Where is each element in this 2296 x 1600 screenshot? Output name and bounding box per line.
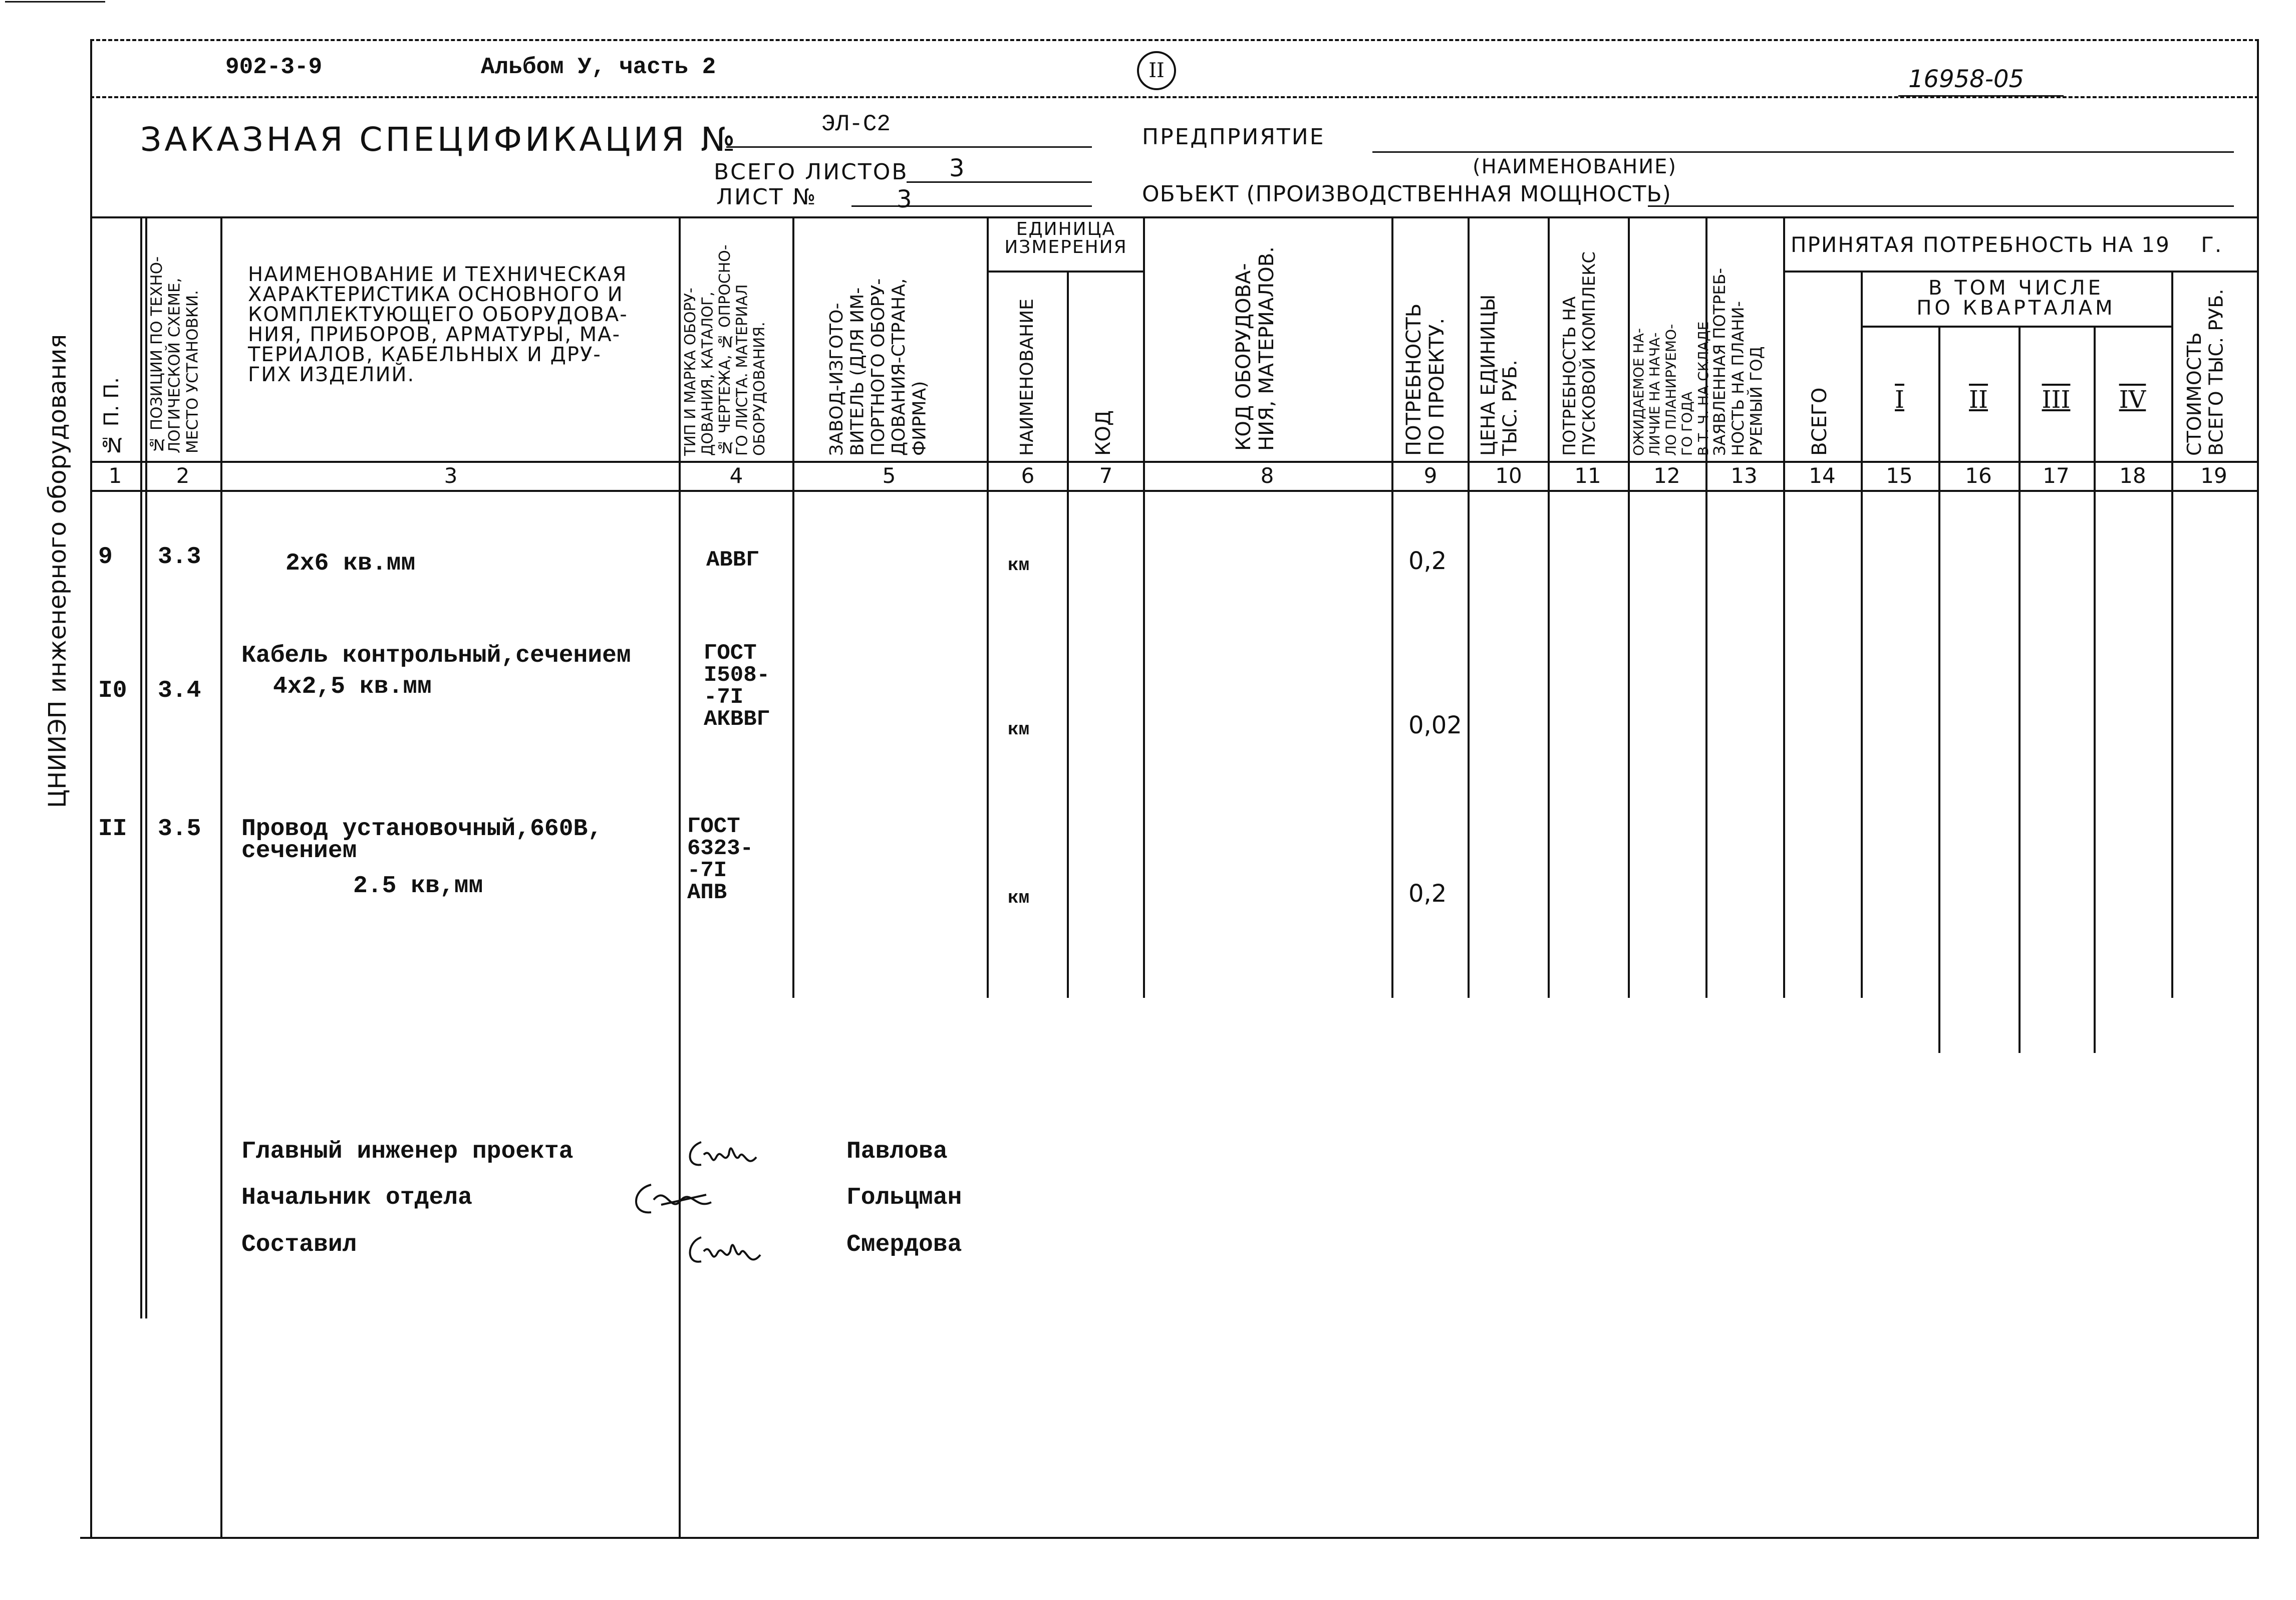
row-number: 9: [98, 544, 113, 571]
col-sep-13: [1783, 216, 1785, 998]
top-border: [90, 39, 2259, 41]
col12-header: ОЖИДАЕМОЕ НА- ЛИЧИЕ НА НАЧА- ЛО ПЛАНИРУЕМО- ГО ГОДА В Т. Ч. НА СКЛАДЕ: [1630, 321, 1711, 456]
sheet-no-underline: [851, 205, 1092, 207]
spec-title: ЗАКАЗНАЯ СПЕЦИФИКАЦИЯ №: [140, 120, 738, 159]
object-underline: [1648, 205, 2234, 207]
col-sep-18: [2171, 271, 2173, 998]
row-unit: км: [1008, 719, 1030, 740]
col15-header: I: [1895, 386, 1904, 414]
colnum-18: 18: [2119, 463, 2146, 488]
enterprise-underline: [1372, 151, 2234, 153]
col7-header: КОД: [1092, 410, 1115, 456]
signature-role: Главный инженер проекта: [241, 1138, 573, 1165]
signature-name: Павлова: [846, 1138, 948, 1165]
handwritten-signature-1: [681, 1127, 781, 1177]
col-sep-16: [2019, 326, 2021, 1053]
col18-header: IV: [2119, 386, 2146, 414]
row-name-line-2: 4х2,5 кв.мм: [273, 673, 432, 700]
row-position: 3.5: [158, 816, 201, 843]
col9-header: ПОТРЕБНОСТЬ ПО ПРОЕКТУ.: [1402, 303, 1449, 456]
signature-name: Гольцман: [846, 1184, 962, 1211]
unit-group-line: [987, 271, 1143, 273]
col-sep-7: [1143, 216, 1145, 998]
handwritten-signature-2: [626, 1175, 741, 1230]
col-sep-5: [987, 216, 989, 998]
row-type: ГОСТ 6323- -7I АПВ: [687, 814, 754, 905]
col-sep-14: [1861, 271, 1863, 998]
col-sep-17: [2094, 326, 2096, 1053]
side-label-text: ЦНИИЭП инженерного оборудования: [44, 334, 72, 809]
col11-header: ПОТРЕБНОСТЬ НА ПУСКОВОЙ КОМПЛЕКС: [1560, 251, 1600, 456]
row-need: 0,02: [1408, 711, 1462, 739]
col2-header: № ПОЗИЦИИ ПО ТЕХНО- ЛОГИЧЕСКОЙ СХЕМЕ, МЕСТО УСТАНОВКИ.: [148, 256, 202, 453]
row-unit: км: [1008, 888, 1030, 908]
colnum-16: 16: [1965, 463, 1992, 488]
colnum-11: 11: [1574, 463, 1601, 488]
left-edge-mark: [90, 1353, 92, 1403]
col-sep-10: [1548, 216, 1550, 998]
colnum-17: 17: [2043, 463, 2070, 488]
accepted-group-header: ПРИНЯТАЯ ПОТРЕБНОСТЬ НА 19 Г.: [1791, 232, 2223, 257]
col1-header: № П. П.: [100, 377, 123, 456]
side-label: [20, 70, 95, 1072]
col14-header: ВСЕГО: [1808, 387, 1831, 456]
col-sep-11: [1628, 216, 1630, 998]
col-sep-1b: [145, 216, 147, 1318]
enterprise-label: ПРЕДПРИЯТИЕ: [1142, 124, 1325, 150]
col-sep-4: [792, 216, 794, 998]
col-sep-1: [140, 216, 142, 1318]
unit-group-header: ЕДИНИЦА ИЗМЕРЕНИЯ: [1004, 219, 1127, 257]
col13-header: ЗАЯВЛЕННАЯ ПОТРЕБ- НОСТЬ НА ПЛАНИ- РУЕМЫЙ ГОД: [1710, 268, 1766, 456]
col-sep-8: [1391, 216, 1393, 998]
row-position: 3.4: [158, 677, 201, 704]
sheet-no-value: 3: [897, 185, 912, 213]
colnum-13: 13: [1731, 463, 1758, 488]
col17-header: III: [2042, 386, 2071, 414]
col4-header: ТИП И МАРКА ОБОРУ- ДОВАНИЯ, КАТАЛОГ, № ЧЕРТЕЖА, № ОПРОСНО- ГО ЛИСТА. МАТЕРИАЛ ОБОРУДОВАНИЯ.: [682, 244, 768, 456]
spec-number-underline: [726, 146, 1092, 148]
signature-role: Составил: [241, 1231, 357, 1258]
row-number: I0: [98, 677, 127, 704]
row-name-line-1: Провод установочный,660В,: [241, 816, 603, 843]
quarters-group-line: [1861, 326, 2171, 328]
col6-header: НАИМЕНОВАНИЕ: [1017, 299, 1037, 456]
doc-number: 16958-05: [1908, 65, 2025, 93]
quarters-group-header: В ТОМ ЧИСЛЕ ПО КВАРТАЛАМ: [1916, 277, 2116, 320]
row-number: II: [98, 816, 127, 843]
col-sep-3: [679, 216, 681, 1537]
col-sep-6: [1067, 271, 1069, 998]
sheet-badge-text: II: [1149, 59, 1165, 82]
right-border: [2257, 40, 2259, 1538]
col-sep-2: [220, 216, 222, 1537]
colnum-7: 7: [1099, 463, 1113, 488]
doc-code: 902-3-9: [225, 54, 323, 80]
colnum-15: 15: [1886, 463, 1913, 488]
signature-role: Начальник отдела: [241, 1184, 472, 1211]
colnum-1: 1: [108, 463, 122, 488]
colnum-3: 3: [444, 463, 458, 488]
row-unit: км: [1008, 555, 1030, 576]
table-top: [90, 216, 2259, 218]
total-sheets-underline: [907, 181, 1092, 183]
table-bottom: [80, 1537, 2259, 1539]
sheet-badge: [1137, 51, 1176, 90]
row-need: 0,2: [1408, 880, 1447, 908]
row-name: 2х6 кв.мм: [285, 550, 416, 577]
sheet-no-label: ЛИСТ №: [716, 184, 817, 210]
col3-header: НАИМЕНОВАНИЕ И ТЕХНИЧЕСКАЯ ХАРАКТЕРИСТИКА ОСНОВНОГО И КОМПЛЕКТУЮЩЕГО ОБОРУДОВА- НИЯ, ПРИБОРОВ, АРМАТУРЫ, МА- ТЕРИАЛОВ, КАБЕЛЬНЫХ И ДРУ- ГИХ ИЗДЕЛИЙ.: [248, 263, 628, 386]
colnum-6: 6: [1021, 463, 1035, 488]
left-border: [90, 40, 92, 1538]
col10-header: ЦЕНА ЕДИНИЦЫ ТЫС. РУБ.: [1477, 294, 1521, 456]
row-name-line-1: Кабель контрольный,сечением: [241, 642, 631, 669]
col19-header: СТОИМОСТЬ ВСЕГО ТЫС. РУБ.: [2183, 289, 2227, 456]
spec-number: ЭЛ-С2: [821, 111, 891, 137]
number-row-bottom: [90, 490, 2259, 492]
col5-header: ЗАВОД-ИЗГОТО- ВИТЕЛЬ (ДЛЯ ИМ- ПОРТНОГО ОБОРУ- ДОВАНИЯ-СТРАНА, ФИРМА): [826, 278, 930, 456]
total-sheets-value: 3: [949, 154, 965, 182]
row-type: ГОСТ I508- -7I АКВВГ: [704, 641, 770, 732]
accepted-group-line: [1783, 271, 2257, 273]
doc-number-underline: [1898, 95, 2064, 97]
name-caption: (НАИМЕНОВАНИЕ): [1473, 155, 1677, 178]
colnum-8: 8: [1260, 463, 1274, 488]
row-name-line-2: сечением: [241, 838, 357, 865]
total-sheets-label: ВСЕГО ЛИСТОВ: [714, 159, 909, 185]
row-need: 0,2: [1408, 547, 1447, 575]
colnum-4: 4: [729, 463, 743, 488]
album-label: Альбом У, часть 2: [481, 54, 716, 80]
colnum-10: 10: [1495, 463, 1522, 488]
colnum-14: 14: [1809, 463, 1836, 488]
corner-mark: [5, 1, 105, 3]
header-bottom: [90, 461, 2259, 463]
signature-name: Смердова: [846, 1231, 962, 1258]
colnum-2: 2: [176, 463, 190, 488]
colnum-19: 19: [2200, 463, 2227, 488]
colnum-12: 12: [1653, 463, 1680, 488]
colnum-9: 9: [1423, 463, 1438, 488]
row-name-line-3: 2.5 кв,мм: [353, 873, 483, 900]
colnum-5: 5: [882, 463, 896, 488]
row-position: 3.3: [158, 544, 201, 571]
col16-header: II: [1969, 386, 1988, 414]
handwritten-signature-3: [681, 1222, 781, 1277]
col-sep-15: [1938, 326, 1940, 1053]
row-type: АВВГ: [706, 548, 759, 573]
col-sep-9: [1468, 216, 1470, 998]
object-label: ОБЪЕКТ (ПРОИЗВОДСТВЕННАЯ МОЩНОСТЬ): [1142, 181, 1671, 207]
col8-header: КОД ОБОРУДОВА- НИЯ, МАТЕРИАЛОВ.: [1232, 246, 1278, 451]
